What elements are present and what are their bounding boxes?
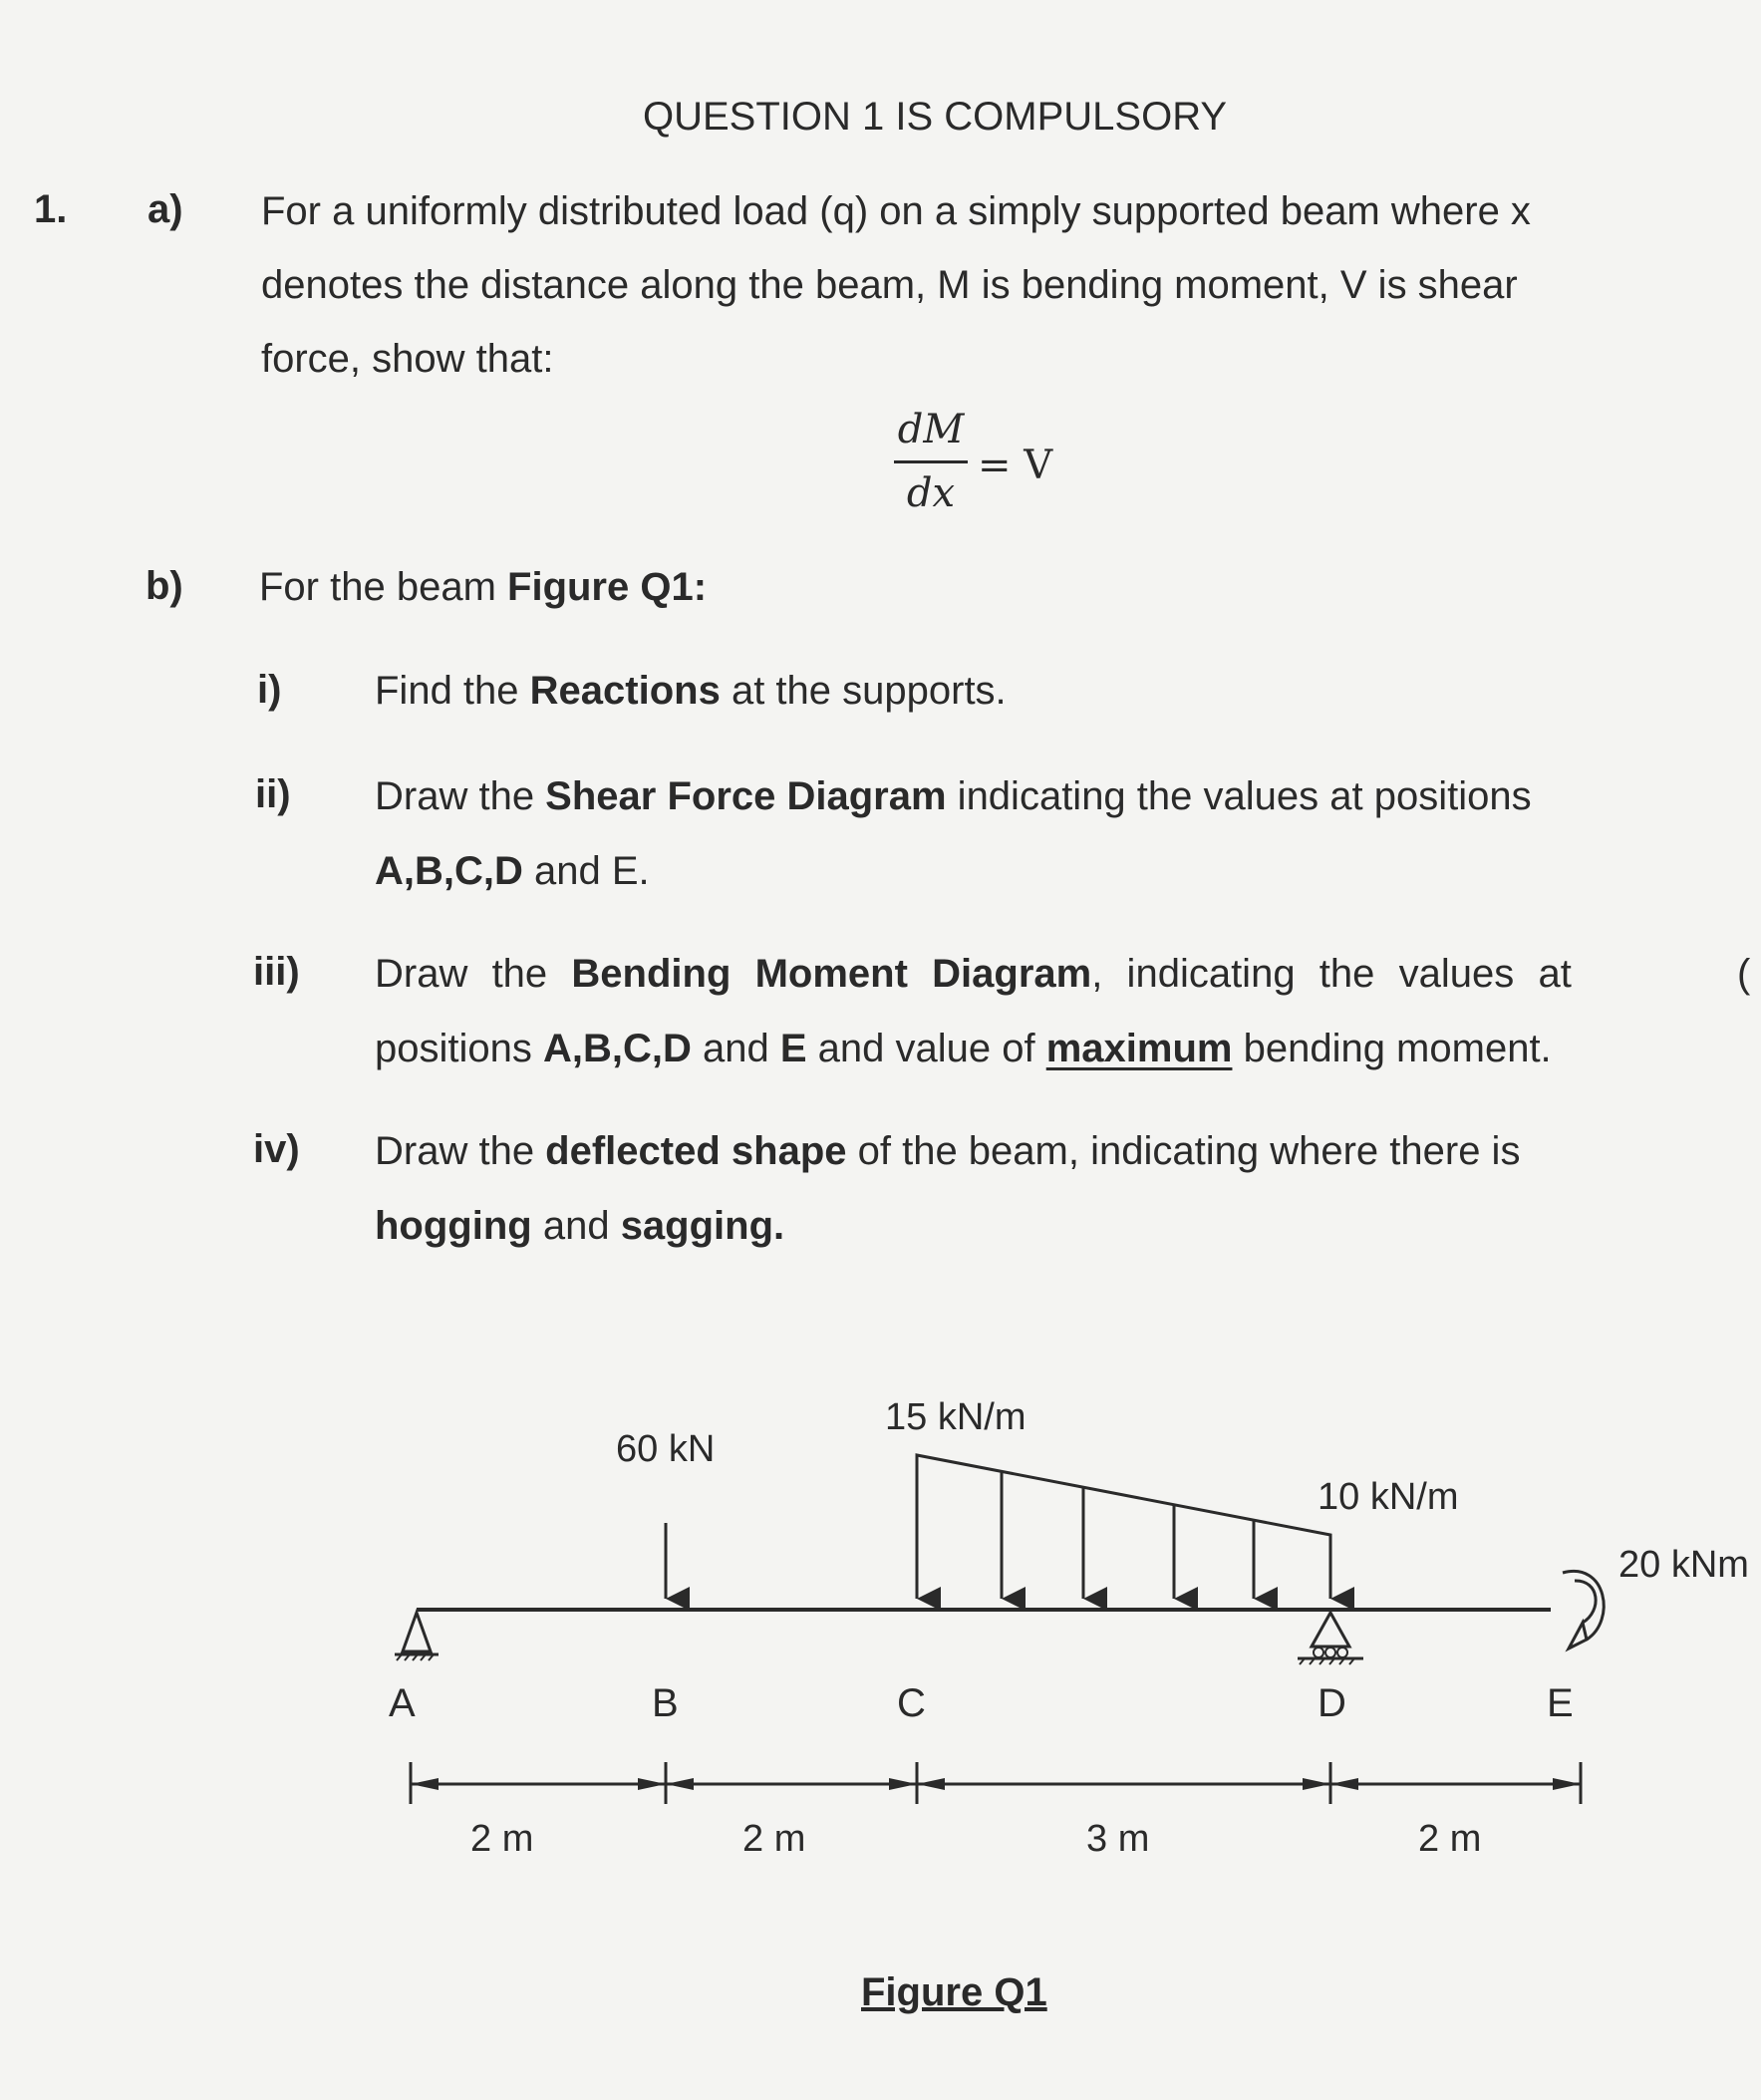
moment-label: 20 kNm xyxy=(1618,1544,1749,1586)
page-heading: QUESTION 1 IS COMPULSORY xyxy=(643,95,1228,139)
dimension-line xyxy=(411,1762,1581,1804)
udl-end-label: 10 kN/m xyxy=(1318,1476,1459,1518)
item-iii-point-e: E xyxy=(779,1027,807,1070)
span-cd: 3 m xyxy=(1086,1818,1150,1860)
point-label-b: B xyxy=(652,1681,679,1725)
point-label-a: A xyxy=(389,1681,416,1725)
item-i-text-end: at the supports. xyxy=(720,669,1007,713)
part-b-intro-figure-ref: Figure Q1: xyxy=(507,565,708,609)
item-i-text: Find the xyxy=(375,669,530,713)
span-ab: 2 m xyxy=(470,1818,534,1860)
cropped-margin-mark: ( xyxy=(1737,952,1751,996)
item-iii-line-1 xyxy=(375,954,1572,994)
item-iii-bold: Bending Moment Diagram xyxy=(571,952,1092,996)
item-iv-bold: deflected shape xyxy=(545,1129,847,1173)
equation-numerator: dM xyxy=(897,407,965,452)
point-label-d: D xyxy=(1318,1681,1346,1725)
item-iv-hogging: hogging xyxy=(375,1204,532,1248)
part-b-intro-text: For the beam xyxy=(259,565,508,609)
distributed-load xyxy=(917,1455,1330,1599)
item-iii-value-of: and value of xyxy=(806,1027,1046,1070)
item-iv-sagging: sagging. xyxy=(620,1204,785,1248)
part-b-label: b) xyxy=(146,564,183,608)
item-iv-text: Draw the xyxy=(375,1129,546,1173)
item-ii-points: A,B,C,D xyxy=(375,849,523,893)
item-iv-and: and xyxy=(531,1204,621,1248)
item-i-line-1 xyxy=(375,671,1007,711)
question-number: 1. xyxy=(34,187,68,231)
pin-support-a xyxy=(395,1613,439,1660)
item-ii-label: ii) xyxy=(255,772,291,816)
item-iii-text-end: , indicating the values at xyxy=(1091,952,1572,996)
item-i-label: i) xyxy=(257,668,282,712)
equation-rhs: = V xyxy=(978,443,1053,488)
item-ii-bold: Shear Force Diagram xyxy=(545,774,947,818)
item-iv-line-2 xyxy=(375,1206,784,1246)
item-ii-text-end-2: and E. xyxy=(522,849,650,893)
span-labels xyxy=(470,1818,1481,1860)
part-a-line-3: force, show that: xyxy=(261,337,554,381)
item-iii-text: Draw the xyxy=(375,952,572,996)
point-label-c: C xyxy=(897,1681,926,1725)
part-b-intro xyxy=(259,567,707,607)
item-iii-line-2 xyxy=(375,1029,1552,1068)
figure-caption: Figure Q1 xyxy=(861,1970,1047,2014)
item-iii-and: and xyxy=(691,1027,780,1070)
point-load-label: 60 kN xyxy=(616,1428,716,1470)
item-ii-text-end: indicating the values at positions xyxy=(946,774,1532,818)
item-iv-text-end: of the beam, indicating where there is xyxy=(846,1129,1521,1173)
roller-support-d xyxy=(1298,1613,1363,1664)
fraction-bar xyxy=(894,460,968,463)
item-iii-text-end-2: bending moment. xyxy=(1232,1027,1552,1070)
item-iv-line-1 xyxy=(375,1131,1520,1171)
moment-arrow xyxy=(1563,1571,1604,1649)
item-iii-label: iii) xyxy=(253,950,300,994)
item-i-bold: Reactions xyxy=(529,669,721,713)
item-iii-text-2: positions xyxy=(375,1027,543,1070)
item-iii-maximum: maximum xyxy=(1045,1027,1233,1070)
point-label-e: E xyxy=(1547,1681,1574,1725)
item-ii-text: Draw the xyxy=(375,774,546,818)
part-a-line-1: For a uniformly distributed load (q) on a simply supported beam where x xyxy=(261,189,1531,233)
item-iii-points: A,B,C,D xyxy=(542,1027,692,1070)
equation-denominator: dx xyxy=(906,470,956,516)
item-iv-label: iv) xyxy=(253,1127,300,1171)
point-labels xyxy=(389,1681,1574,1725)
item-ii-line-1 xyxy=(375,776,1532,816)
span-bc: 2 m xyxy=(742,1818,806,1860)
part-a-label: a) xyxy=(147,187,183,231)
udl-start-label: 15 kN/m xyxy=(885,1396,1027,1438)
beam-figure xyxy=(0,1355,1761,2053)
equation xyxy=(892,407,1061,516)
part-a-line-2: denotes the distance along the beam, M is bending moment, V is shear xyxy=(261,263,1518,307)
item-ii-line-2 xyxy=(375,851,650,891)
span-de: 2 m xyxy=(1418,1818,1482,1860)
